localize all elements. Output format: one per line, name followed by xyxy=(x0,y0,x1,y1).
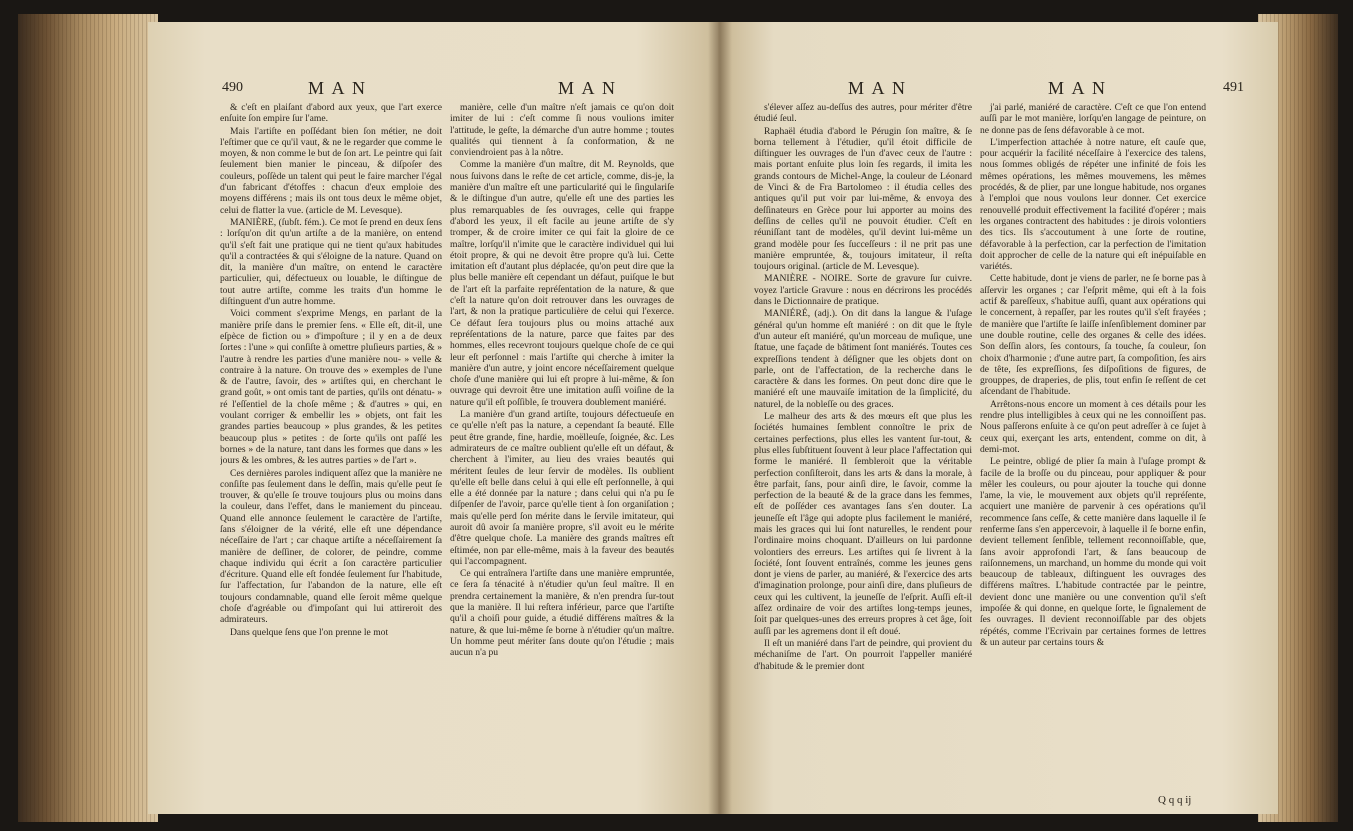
paragraph: j'ai parlé, maniéré de caractère. C'eſt ce que l'on entend auſſi par le mot manière, lorſqu'en langage de peinture, on ne donne pas de ſens défavorable à ce mot. xyxy=(980,102,1206,136)
paragraph: Le peintre, obligé de plier ſa main à l'uſage prompt & facile de la broſſe ou du pinceau, pour appliquer & pour mêler les couleurs, ou pour ajouter la touche qui donne l'ame, la vie, le mouvement aux objets qu'il repréſente, acquiert une manière de parvenir à ces opérations qu'il recommence ſans ceſſe, & cette manière dans laquelle il ſe renferme ſans s'en appercevoir, à laquelle il ſe borne enfin, devient tellement ſenſible, tellement reconnoiſſable, que, ſans avoir approfondi l'art, & ſans beaucoup de raiſonnemens, un marchand, un homme du monde qui voit beaucoup de tableaux, diſtinguent les ouvrages des différens maîtres. L'habitude contractée par le peintre, devient donc une manière ou une convention qu'il s'eſt impoſée & qui donne, en quelque ſorte, le ſignalement de ſes ouvrages. Il devient reconnoiſſable par des objets répétés, comme l'Ecrivain par certaines formes de lettres & un auteur par certains tours & xyxy=(980,456,1206,648)
text-column xyxy=(754,102,972,792)
left-page xyxy=(148,22,723,814)
paragraph: L'imperfection attachée à notre nature, eſt cauſe que, pour acquérir la facilité néceſſaire à l'exercice des talens, nous ſommes obligés de répéter une infinité de fois les mêmes opérations, les mêmes mouvemens, les mêmes procédés, & de plier, par une longue habitude, nos organes à l'emploi que nous voulons leur donner. Cet exercice renouvellé produit effectivement la facilité d'opérer ; mais les organes contractent des habitudes : je dirois volontiers des tics. Ils s'accoutument à une ſorte de routine, défavorable à la perfection, car la perfection de l'imitation doit approcher de celle de la nature qui eſt inépuiſable en variétés. xyxy=(980,136,1206,273)
paragraph: Il eſt un maniéré dans l'art de peindre, qui provient du méchaniſme de l'art. On pourroit l'appeller maniéré d'habitude & le premier dont xyxy=(754,637,972,672)
paragraph: Arrêtons-nous encore un moment à ces détails pour les rendre plus intelligibles à ceux qui ne les connoiſſent pas. Nous paſſerons enſuite à ce qu'on peut adreſſer à ce ſujet à ceux qui, exerçant les arts, entendent, comme on dit, à demi-mot. xyxy=(980,398,1206,455)
paragraph: Cette habitude, dont je viens de parler, ne ſe borne pas à aſſervir les organes ; car l'eſprit même, qui eſt à la fois actif & pareſſeux, s'habitue auſſi, quant aux opérations qui le concernent, à repaſſer, par les routes qu'il s'eſt frayées ; de manière que l'artiſte ſe laiſſe inſenſiblement dominer par une double routine, celle des organes & celle des idées. Son deſſin alors, ſes contours, ſa touche, ſa couleur, ſon choix d'harmonie ; d'une autre part, ſa compoſition, ſes airs de tête, ſes expreſſions, ſes diſpoſitions de figures, de grouppes, de draperies, de plis, tout enfin ſe reſſent de cet aſcendant de l'habitude. xyxy=(980,273,1206,398)
text-column xyxy=(450,102,674,792)
page-number: 490 xyxy=(222,80,243,95)
text-column xyxy=(980,102,1206,792)
running-header: M A N xyxy=(1048,78,1108,98)
paragraph: MANIÈRE, (ſubſt. fém.). Ce mot ſe prend en deux ſens : lorſqu'on dit qu'un artiſte a de la manière, on entend qu'il s'eſt fait une pratique qui ne tient qu'aux habitudes qu'il a contractées & qui s'éloigne de la nature. Quand on dit, la manière d'un maître, on entend le caractère particulier, qui, défectueux ou louable, le diſtingue de tout autre artiſte, comme les traits d'un homme le diſtinguent d'un autre homme. xyxy=(220,216,442,308)
paragraph: Mais l'artiſte en poſſédant bien ſon métier, ne doit l'eſtimer que ce qu'il vaut, & ne le regarder que comme le moyen, & non comme le but de ſon art. Le peintre qui ſait ſeulement bien manier le pinceau, & diſpoſer des couleurs, poſſède un talent qui peut le faire marcher l'égal d'un fabricant d'étoffes : chacun d'eux emploie des moyens différens ; mais ils ont tous deux le même objet, celui de flatter la vue. (article de M. Levesque). xyxy=(220,125,442,216)
paragraph: MANIÉRÉ, (adj.). On dit dans la langue & l'uſage général qu'un homme eſt maniéré : on dit que le ſtyle d'un auteur eſt maniéré, qu'un morceau de muſique, une ſtatue, une façade de bâtiment ſont maniérés. Toutes ces expreſſions tendent à déſigner que les objets dont on parle, ont de l'affectation, de la recherche dans le caractère & dans les formes. On peut donc dire que le maniéré eſt une mauvaiſe imitation de la ſimplicité, du naturel, de la nobleſſe ou des graces. xyxy=(754,308,972,410)
paragraph: s'élever aſſez au-deſſus des autres, pour mériter d'être étudié ſeul. xyxy=(754,102,972,125)
paragraph: Voici comment s'exprime Mengs, en parlant de la manière priſe dans le premier ſens. « Elle eſt, dit-il, une eſpèce de fiction ou » d'impoſture ; il y en a de deux ſortes : l'une » qui conſiſte à omettre pluſieurs parties, & » l'autre à rendre les parties d'une manière nou- » velle & contraire à la nature. On trouve des » exemples de l'une & de l'autre, ſavoir, des » artiſtes qui, en cherchant le grand goût, » ont omis tant de parties, qu'ils ont dénatu- » ré l'eſſentiel de la choſe même ; & d'autres » qui, en voulant corriger & embellir les » objets, ont fait les grandes parties beaucoup » plus grandes, & les petites beaucoup plus » petites : de ſorte qu'ils ont paſſé les bornes » de la nature, tant dans les formes que dans » les jours & les ombres, & les autres parties » de l'art ». xyxy=(220,308,442,467)
paragraph: Dans quelque ſens que l'on prenne le mot xyxy=(230,626,389,638)
paragraph: manière, celle d'un maître n'eſt jamais ce qu'on doit imiter de lui : c'eſt comme ſi nous voulions imiter l'attitude, le geſte, la démarche d'un autre homme ; toutes qualités qui tiennent à ſa conformation, & ne conviendroient pas à la nôtre. xyxy=(450,102,674,159)
right-page xyxy=(718,22,1278,814)
page-number: 491 xyxy=(1223,80,1244,95)
paragraph: Le malheur des arts & des mœurs eſt que plus les ſociétés humaines ſemblent connoître le prix de certaines perfections, plus elles les vantent ſur-tout, & plus elles ſubſtituent ſouvent à leur place l'affectation qui forme le maniéré. Il ſembleroit que la véritable perfection conſiſteroit, dans les arts & dans la morale, à être parfait, ſans, pour ainſi dire, le ſavoir, comme la perfection de la beauté & de la grace dans les femmes, eſt de poſſéder ces avantages ſans s'en douter. La jeuneſſe eſt l'âge qui adopte plus facilement le maniéré, mais les graces qui lui ſont naturelles, le rendent pour l'ordinaire moins choquant. D'ailleurs on lui pardonne volontiers des erreurs. Les artiſtes qui ſe livrent à la ſociété, ſont ſouvent entraînés, comme les jeunes gens dont je viens de parler, au maniéré, & l'exercice des arts d'imagination prolonge, pour ainſi dire, dans pluſieurs de ceux qui les cultivent, la jeuneſſe de l'eſprit. Auſſi eſt-il aſſez ordinaire de voir des artiſtes long-temps jeunes, ſoit par quelques-unes des erreurs propres à cet âge, ſoit auſſi par les agremens dont il eſt doué. xyxy=(754,411,972,637)
book-gutter xyxy=(708,22,732,814)
paragraph: Ces dernières paroles indiquent aſſez que la manière ne conſiſte pas ſeulement dans le deſſin, mais qu'elle peut ſe trouver, & qu'elle ſe trouve toujours plus ou moins dans la couleur, dans l'effet, dans le maniement du pinceau. Quand elle annonce ſeulement le caractère de l'artiſte, ſans s'éloigner de la vérité, elle eſt une dépendance néceſſaire de l'art ; car chaque artiſte a néceſſairement ſa manière de deſſiner, de colorer, de peindre, comme chaque individu qui écrit a ſon caractère particulier d'écriture. Quand elle eſt fondée ſeulement ſur l'habitude, ſur l'affectation, ſur l'abandon de la nature, elle eſt toujours condamnable, quand elle ſeroit même quelque choſe d'agréable ou d'impoſant qui lui attireroit des admirateurs. xyxy=(220,467,442,626)
left-page-edges xyxy=(18,14,158,822)
paragraph: MANIÈRE - NOIRE. Sorte de gravure ſur cuivre. voyez l'article Gravure : nous en décrirons les procédés dans le Dictionnaire de pratique. xyxy=(754,273,972,308)
paragraph: La manière d'un grand artiſte, toujours défectueuſe en ce qu'elle n'eſt pas la nature, a cependant ſa beauté. Elle peut être grande, fine, hardie, moëlleuſe, ſoignée, &c. Les admirateurs de ce maître oublient qu'elle eſt un défaut, & cherchent à l'imiter, au lieu des vraies beautés qui méritent ſeules de leur ſervir de modèles. Ils oublient qu'elle eſt belle dans celui à qui elle eſt perſonnelle, à qui elle a été donnée par la nature ; dans celui qui n'a pu ſe diſpenſer de l'avoir, parce qu'elle tient à ſon organiſation ; mais qu'elle perd ſon mérite dans le ſervile imitateur, qui auroit dû avoir ſa manière propre, s'il avoit eu le mérite d'être quelque choſe. La manière des grands maîtres eſt eſtimée, non par elle-même, mais à la faveur des beautés qui l'accompagnent. xyxy=(450,409,674,567)
paragraph: & c'eſt en plaiſant d'abord aux yeux, que l'art exerce enſuite ſon empire ſur l'ame. xyxy=(220,102,442,125)
signature-mark: Q q q ij xyxy=(1158,794,1192,806)
paragraph: Raphaël étudia d'abord le Pérugin ſon maître, & ſe borna tellement à l'étudier, qu'il étoit difficile de diſtinguer les ouvrages de l'un d'avec ceux de l'autre : mais portant enſuite plus loin ſes regards, il imita les grands contours de Michel-Ange, la couleur de Léonard de Vinci & de Fra Bartolomeo : il étudia celles des antiques qu'il put voir par lui-même, & envoya des deſſinateurs en Grèce pour lui apporter au moins des deſſins de celles qu'il ne pouvoit étudier. C'eſt en réuniſſant tant de modèles, qu'il devint lui-même un grand modèle pour ſes ſucceſſeurs : il ne prit pas une manière empruntée, &, toujours imitateur, il reſta toujours original. (article de M. Levesque). xyxy=(754,125,972,273)
paragraph: Ce qui entraînera l'artiſte dans une manière empruntée, ce ſera ſa ténacité à n'étudier qu'un ſeul maître. Il en prendra certainement la manière, & n'en prendra ſur-tout que la manière. Il lui reſtera inférieur, parce que l'artiſte qu'il a choiſi pour guide, a étudié différens maîtres & la nature, & que lui-même ſe borne à n'étudier qu'un maître. Un homme peut mériter ſans doute qu'on l'étudie ; mais aucun n'a pu xyxy=(450,568,674,659)
text-column xyxy=(220,102,442,792)
paragraph: Comme la manière d'un maître, dit M. Reynolds, que nous ſuivons dans le reſte de cet article, comme, dis-je, la manière d'un maître eſt une particularité qui le ſingulariſe & le diſtingue d'un autre, qu'elle eſt une des parties les plus remarquables de ſes ouvrages, celle qui frappe d'abord les yeux, il eſt facile au jeune artiſte de s'y tromper, & de croire imiter ce qui fait la gloire de ce maître, lorſqu'il n'imite que le caractère individuel qui lui étoit propre, & qui ne devoit être propre qu'à lui. Cette imitation eſt d'autant plus déplacée, qu'on peut dire que la plus belle manière eſt cependant un défaut, puiſque le but de l'art eſt la parfaite repréſentation de la nature, & que c'eſt la nature qu'on doit retrouver dans les ouvrages de l'art, & non la pratique particulière de celui qui l'exerce. Ce défaut ſera toujours plus ou moins attaché aux repréſentations de la nature, parce que faites par des hommes, elles recevront toujours quelque choſe de ce qui leur eſt perſonnel : mais l'artiſte qui cherche à imiter la manière d'un autre, y joint encore néceſſairement quelque choſe d'une manière qui lui eſt propre à lui-même, & ſon ouvrage qui devroit être une imitation auſſi voiſine de la nature qu'il eſt poſſible, ſe trouvera doublement maniéré. xyxy=(450,159,674,408)
running-header: M A N xyxy=(848,78,908,98)
open-book xyxy=(18,14,1338,822)
running-header: M A N xyxy=(308,78,368,98)
running-header: M A N xyxy=(558,78,618,98)
